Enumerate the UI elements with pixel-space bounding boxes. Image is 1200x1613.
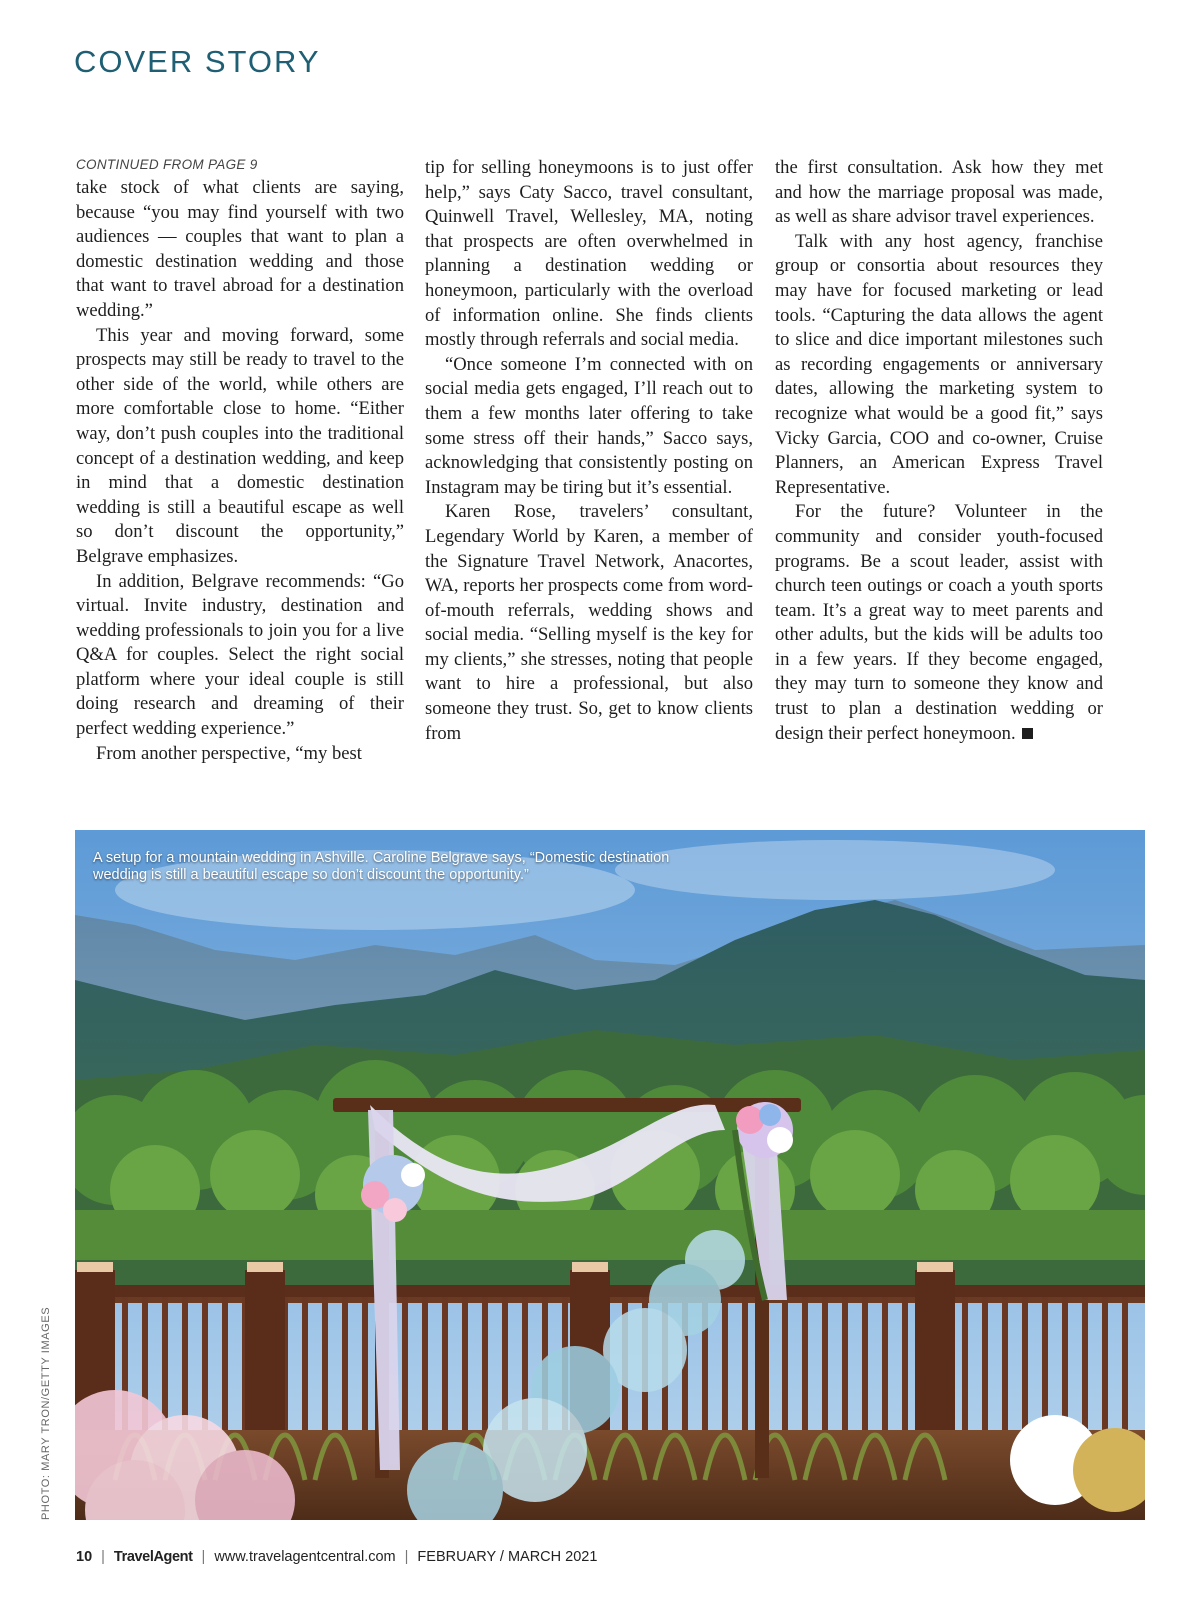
paragraph: From another perspective, “my best: [96, 742, 362, 764]
paragraph: “Once someone I’m connected with on social media gets engaged, I’ll reach out to them a few months later offering to take some stress off their hands,” Sacco says, acknowledging that consistently posting on Instagram may be tiring but it’s essential.: [425, 353, 753, 498]
continued-note: CONTINUED FROM PAGE 9: [76, 157, 258, 172]
page-number: 10: [76, 1549, 93, 1565]
end-of-story-mark: [1022, 728, 1033, 739]
paragraph: the first consultation. Ask how they met and how the marriage proposal was made, as well as share advisor travel experiences.: [775, 157, 1103, 228]
mountain-wedding-illustration: [75, 830, 1145, 1520]
magazine-name: TravelAgent: [113, 1549, 193, 1565]
article-column-3: [775, 156, 1103, 746]
paragraph: This year and moving forward, some prospects may still be ready to travel to the other side of the world, while others are more comfortable close to home. “Either way, don’t push couples into the traditional concept of a destination wedding, and keep in mind that a domestic destination wedding is still a beautiful escape as well so don’t discount the opportunity,” Belgrave emphasizes.: [76, 324, 404, 567]
section-label: COVER STORY: [74, 44, 321, 79]
paragraph: take stock of what clients are saying, because “you may find yourself with two audiences — couples that want to plan a domestic destination wedding and those that want to travel abroad for a destination wedding.”: [76, 177, 404, 321]
footer-separator: |: [201, 1549, 206, 1565]
issue-date: FEBRUARY / MARCH 2021: [417, 1549, 598, 1565]
article-column-1: [76, 156, 404, 766]
photo-caption: A setup for a mountain wedding in Ashville. Caroline Belgrave says, “Domestic destination wedding is still a beautiful escape so don’t discount the opportunity.”: [93, 850, 670, 883]
photo-credit: PHOTO: MARY TRON/GETTY IMAGES: [40, 1306, 52, 1520]
footer-separator: |: [101, 1549, 105, 1565]
website-url: www.travelagentcentral.com: [214, 1549, 396, 1565]
paragraph-text: For the future? Volunteer in the community and consider youth-focused programs. Be a scout leader, assist with church teen outings or coach a youth sports team. It’s a great way to meet parents and other adults, but the kids will be adults too in a few years. If they become engaged, they may turn to someone they know and trust to plan a destination wedding or design their perfect honeymoon.: [775, 501, 1103, 744]
article-column-2: [425, 156, 753, 746]
paragraph: Talk with any host agency, franchise group or consortia about resources they may have for focused marketing or lead tools. “Capturing the data allows the agent to slice and dice important milestones such as recording engagements or anniversary dates, allowing the marketing system to recognize what would be a good fit,” says Vicky Garcia, COO and co-owner, Cruise Planners, an American Express Travel Representative.: [775, 230, 1103, 498]
paragraph: tip for selling honeymoons is to just offer help,” says Caty Sacco, travel consultant, Quinwell Travel, Wellesley, MA, noting that prospects are often overwhelmed in planning a destination wedding or honeymoon, particularly with the overload of information online. She finds clients mostly through referrals and social media.: [425, 157, 753, 351]
wedding-photo: [75, 830, 1145, 1520]
paragraph: [775, 500, 1103, 746]
page-footer: [76, 1549, 597, 1565]
paragraph: Karen Rose, travelers’ consultant, Legendary World by Karen, a member of the Signature Travel Network, Anacortes, WA, reports her prospects come from word-of-mouth referrals, wedding shows and social media. “Selling myself is the key for my clients,” she stresses, noting that people want to hire a professional, but also someone they trust. So, get to know clients from: [425, 501, 753, 744]
footer-separator: |: [404, 1549, 409, 1565]
paragraph: In addition, Belgrave recommends: “Go virtual. Invite industry, destination and wedding professionals to join you for a live Q&A for couples. Select the right social platform where your ideal couple is still doing research and dreaming of their perfect wedding experience.”: [76, 570, 404, 740]
